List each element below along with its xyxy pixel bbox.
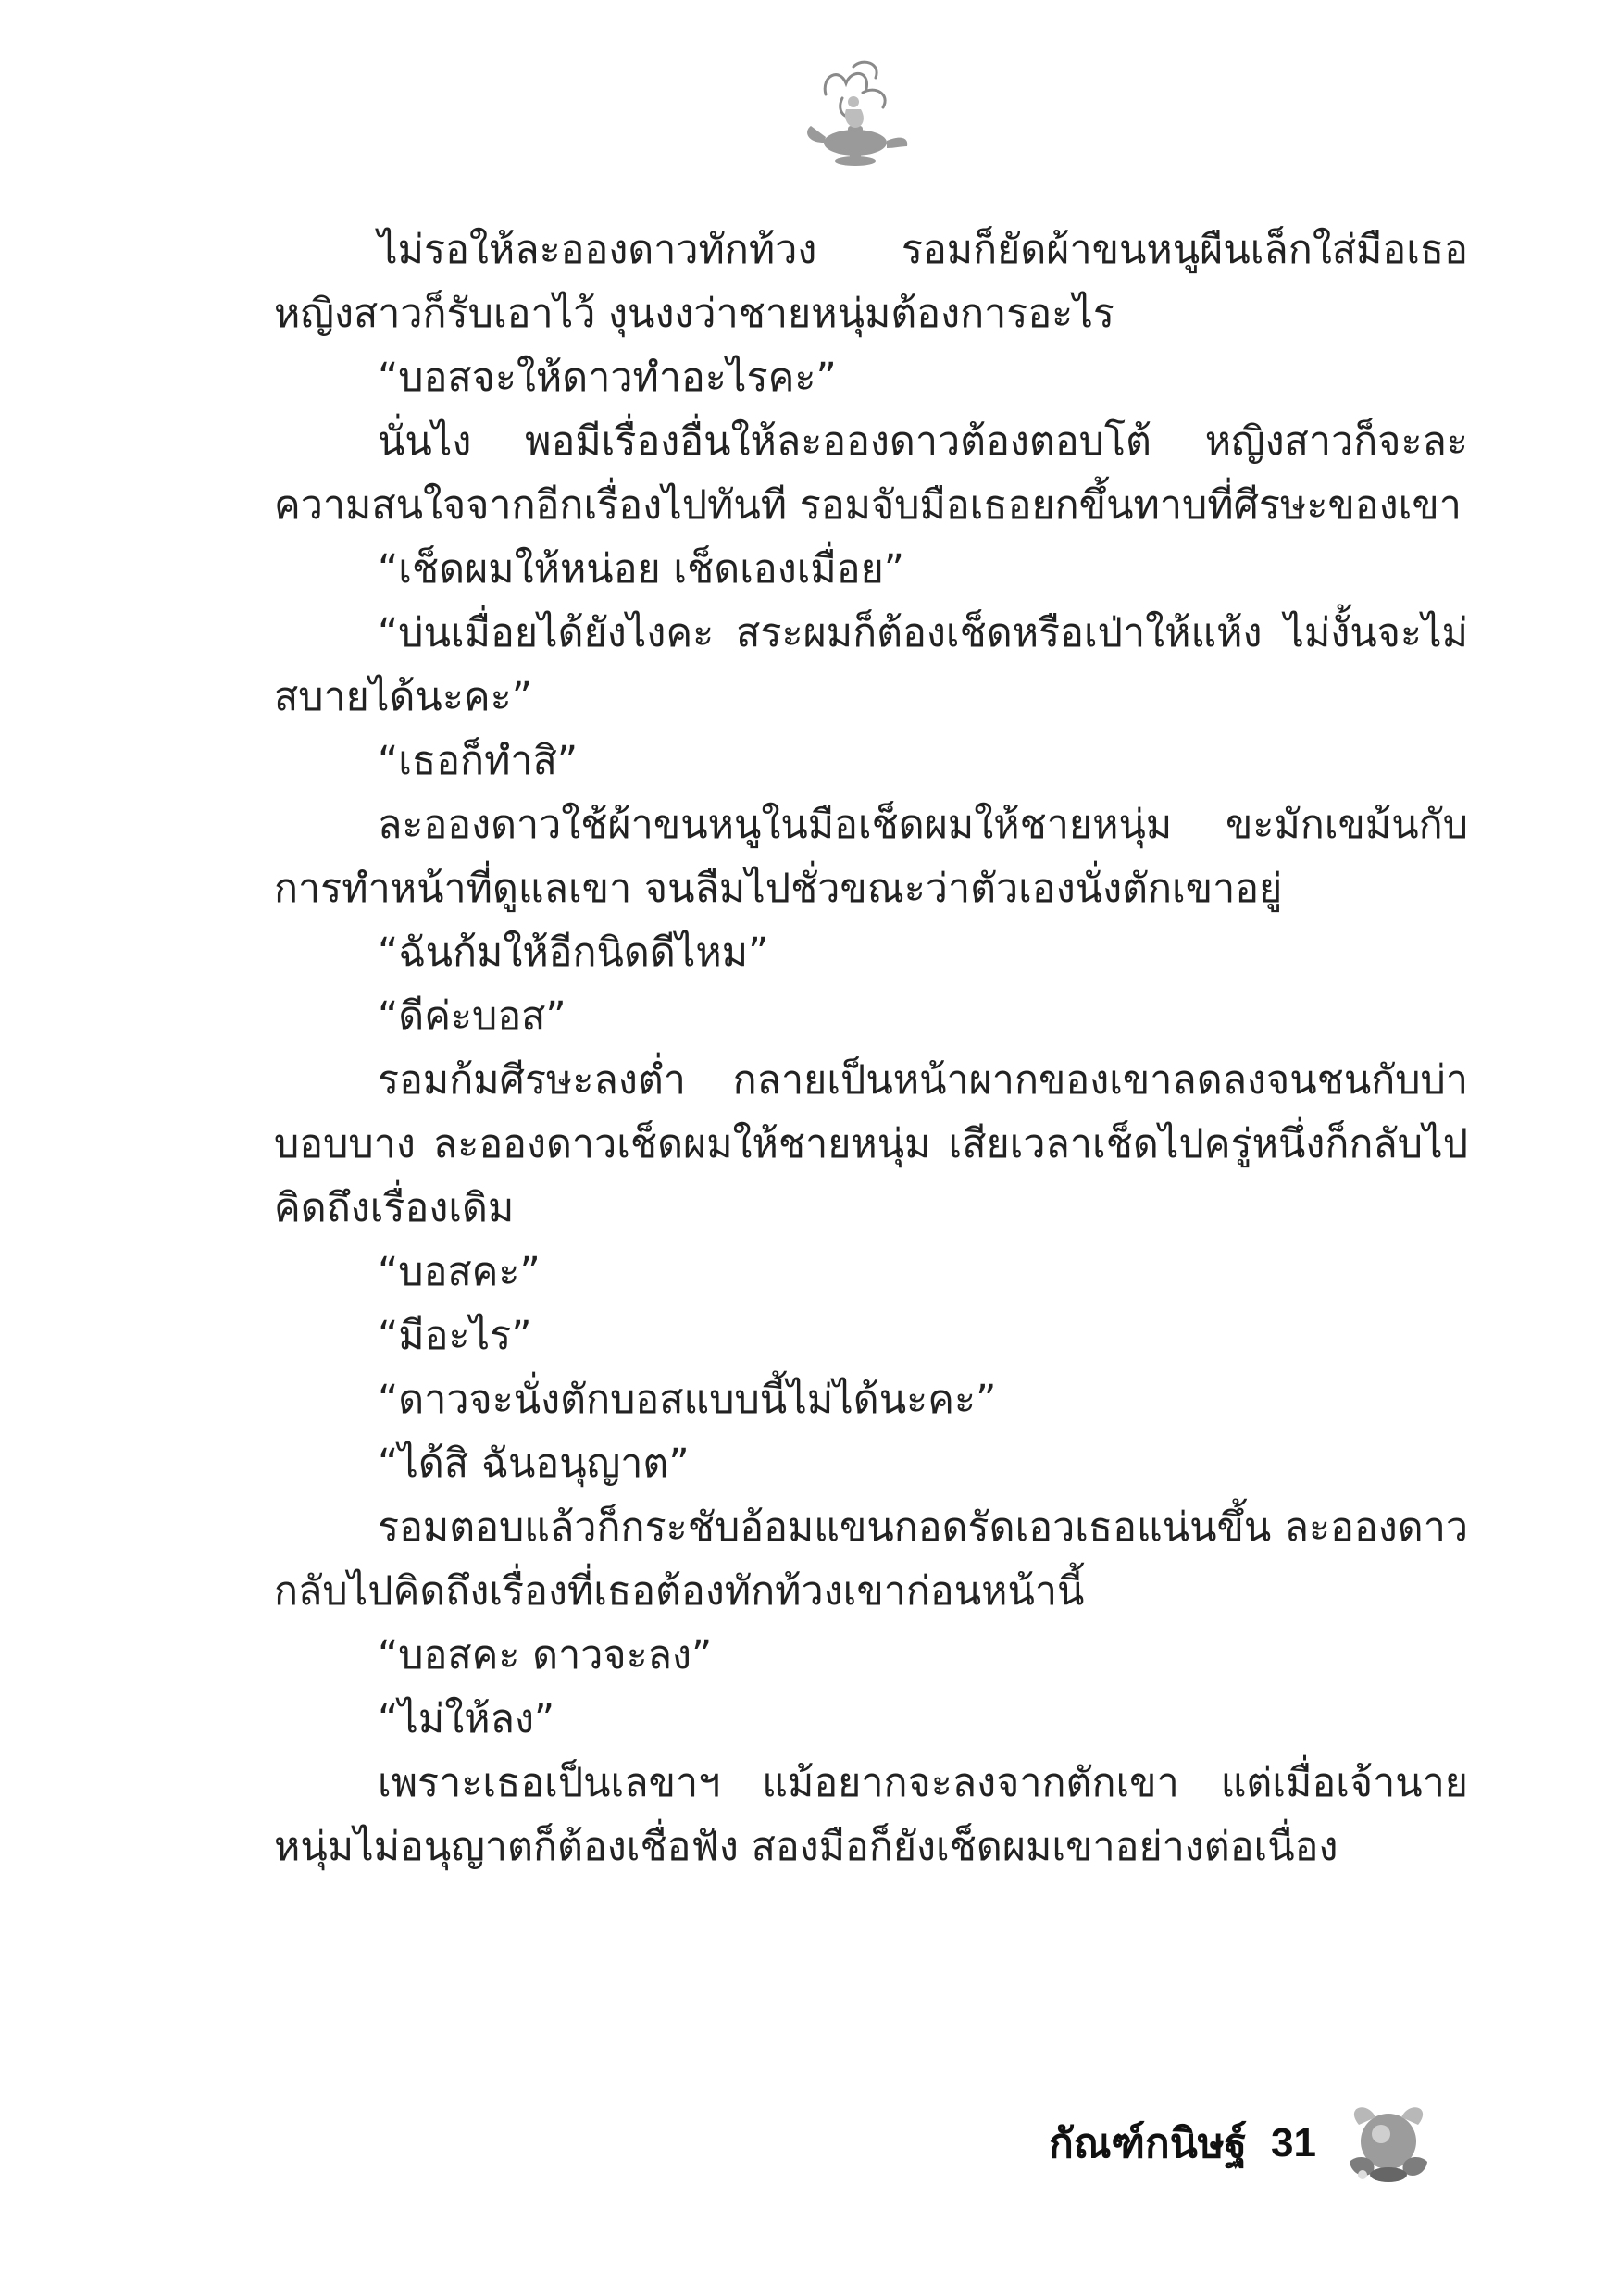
page-footer	[1049, 2092, 1437, 2194]
paragraph: “ได้สิ ฉันอนุญาต”	[378, 1441, 690, 1487]
paragraph: “มีอะไร”	[378, 1313, 532, 1359]
paragraph: “บอสคะ”	[378, 1249, 541, 1295]
body-text	[274, 218, 1468, 1879]
page-number: 31	[1271, 2120, 1316, 2165]
paragraph: “ดีค่ะบอส”	[378, 993, 566, 1040]
paragraph: “เช็ดผมให้หน่อย เช็ดเองเมื่อย”	[378, 546, 905, 593]
paragraph: “บ่นเมื่อยได้ยังไงคะ สระผมก็ต้องเช็ดหรือเป่าให้แห้ง ไม่งั้นจะไม่สบายได้นะคะ”	[274, 610, 1468, 720]
paragraph: “ดาวจะนั่งตักบอสแบบนี้ไม่ได้นะคะ”	[378, 1377, 997, 1423]
paragraph: “ไม่ให้ลง”	[378, 1696, 555, 1742]
paragraph: “บอสคะ ดาวจะลง”	[378, 1632, 713, 1678]
lamp-genie-ornament-icon	[798, 57, 913, 174]
paragraph: รอมตอบแล้วก็กระชับอ้อมแขนกอดรัดเอวเธอแน่นขึ้น ละอองดาวกลับไปคิดถึงเรื่องที่เธอต้องทักท้วงเขาก่อนหน้านี้	[274, 1504, 1468, 1615]
paragraph: นั่นไง พอมีเรื่องอื่นให้ละอองดาวต้องตอบโต้ หญิงสาวก็จะละความสนใจจากอีกเรื่องไปทันที รอมจับมือเธอยกขึ้นทาบที่ศีรษะของเขา	[274, 418, 1468, 529]
paragraph: รอมก้มศีรษะลงต่ำ กลายเป็นหน้าผากของเขาลดลงจนชนกับบ่าบอบบาง ละอองดาวเช็ดผมให้ชายหนุ่ม เสียเวลาเช็ดไปครู่หนึ่งก็กลับไปคิดถึงเรื่องเดิม	[274, 1057, 1468, 1231]
paragraph: “เธอก็ทำสิ”	[378, 738, 579, 784]
paragraph: “บอสจะให้ดาวทำอะไรคะ”	[378, 355, 837, 401]
paragraph: “ฉันก้มให้อีกนิดดีไหม”	[378, 930, 769, 976]
paragraph: เพราะเธอเป็นเลขาฯ แม้อยากจะลงจากตักเขา แต่เมื่อเจ้านายหนุ่มไม่อนุญาตก็ต้องเชื่อฟัง สองมือก็ยังเช็ดผมเขาอย่างต่อเนื่อง	[274, 1760, 1468, 1870]
book-title: กัณฑ์กนิษฐ์	[1049, 2120, 1248, 2167]
paragraph: ไม่รอให้ละอองดาวทักท้วง รอมก็ยัดผ้าขนหนูผืนเล็กใส่มือเธอ หญิงสาวก็รับเอาไว้ งุนงงว่าชายหนุ่มต้องการอะไร	[274, 227, 1468, 337]
fairy-emblem-icon	[1340, 2097, 1437, 2190]
paragraph: ละอองดาวใช้ผ้าขนหนูในมือเช็ดผมให้ชายหนุ่ม ขะมักเขม้นกับการทำหน้าที่ดูแลเขา จนลืมไปชั่วขณะว่าตัวเองนั่งตักเขาอยู่	[274, 802, 1468, 912]
